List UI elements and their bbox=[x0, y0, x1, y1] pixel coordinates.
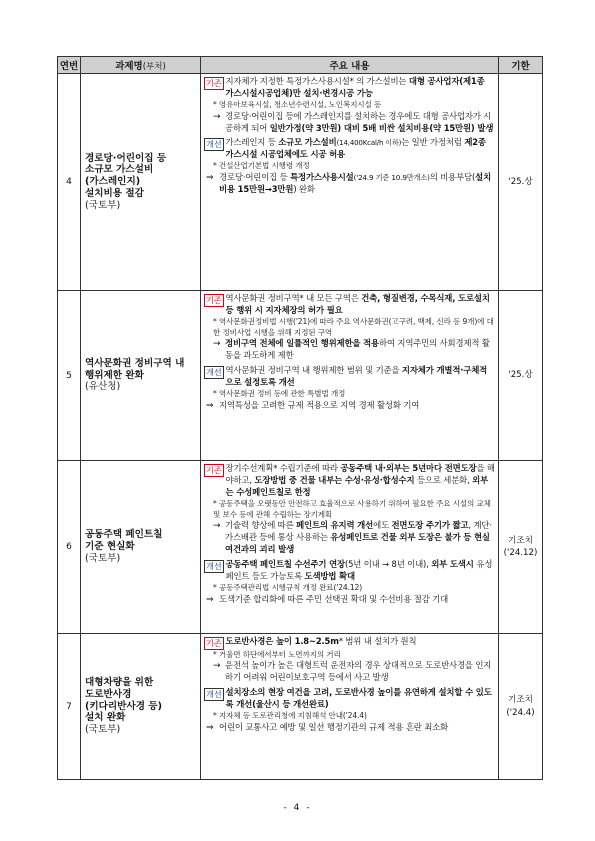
reform-table bbox=[57, 56, 543, 780]
improve-block: 개선 가스레인지 등 소규모 가스설비(14,400Kcal/h 이하)는 일반 가정처럼 제2종 가스시설 시공업체에도 시공 허용 bbox=[206, 137, 486, 160]
task-title-line: 행위제한 완화 bbox=[85, 369, 144, 381]
header-deadline: 기한 bbox=[499, 57, 543, 74]
current-tag: 기존 bbox=[206, 77, 222, 88]
task-cell bbox=[81, 291, 201, 461]
header-task-label: 과제명 bbox=[115, 61, 143, 72]
improve-block: 개선 설치장소의 현장 여건을 고려, 도로반사경 높이를 유연하게 설치할 수 있도록 개선(울산시 등 개선완료) bbox=[206, 687, 492, 710]
right-arrow-icon: → bbox=[213, 661, 221, 672]
consequence: → 경로당·어린이집 등에 가스레인지를 설치하는 경우에도 대형 공사업자가 시공하게 되어 일반가정(약 3만원) 대비 5배 비싼 설치비용(약 15만원) 발생 bbox=[213, 110, 494, 133]
current-block: 기존 지자체가 지정한 특정가스사용시설* 의 가스설비는 대형 공사업자(제1종 가스시설시공업체)만 설치·변경시공 가능 bbox=[206, 76, 485, 98]
table-row bbox=[58, 291, 543, 461]
content-cell bbox=[201, 291, 499, 461]
task-cell bbox=[81, 74, 201, 291]
task-title-line: 경로당·어린이집 등 bbox=[85, 152, 167, 164]
task-title-line: 대형차량을 위한 bbox=[85, 677, 154, 689]
content-cell bbox=[201, 74, 499, 291]
improve-tag: 개선 bbox=[206, 560, 222, 571]
double-arrow-icon: ⇒ bbox=[206, 173, 214, 184]
task-title-line: (가스레인지) bbox=[85, 176, 141, 188]
task-title-line: (키다리반사경 등) bbox=[85, 700, 162, 712]
header-task bbox=[81, 57, 201, 74]
current-tag: 기존 bbox=[206, 637, 222, 648]
improve-block: 개선 공동주택 페인트칠 수선주기 연장(5년 이내 → 8년 이내), 외부 도색시 유성페인트 등도 가능토록 도색방법 확대 bbox=[206, 559, 493, 582]
task-title-line: 소규모 가스설비 bbox=[85, 164, 154, 176]
task-title-line: 역사문화권 정비구역 내 bbox=[85, 357, 185, 369]
consequence: → 기술력 향상에 따른 페인트의 유지력 개선에도 전면도장 주기가 짧고, 계단·가스배관 등에 통상 사용하는 유성페인트로 건물 외부 도장은 불가 등 현실여건과의 괴리 발생 bbox=[213, 520, 492, 555]
task-title-line: 기준 현실화 bbox=[85, 541, 135, 553]
footnote: * 영유아보육시설, 청소년수련시설, 노인복지시설 등 bbox=[213, 99, 382, 109]
footnote: * 역사문화권정비법 시행('21)에 따라 주요 역사문화권(고구려, 백제, 신라 등 9개)에 대한 정비사업 시행을 위해 지정된 구역 bbox=[213, 316, 494, 337]
current-block: 기존 도로반사경은 높이 1.8~2.5m* 범위 내 설치가 원칙 bbox=[206, 636, 417, 648]
content-cell bbox=[201, 634, 499, 780]
consequence: → 운전석 높이가 높은 대형트럭 운전자의 경우 상대적으로 도로반사경을 인지하기 어려워 어린이보호구역 등에서 사고 발생 bbox=[213, 660, 492, 683]
row-number: 6 bbox=[58, 461, 81, 634]
footnote: * 공동주택관리법 시행규칙 개정 완료('24.12) bbox=[213, 582, 363, 592]
expected-result: ⇒ 경로당·어린이집 등 특정가스사용시설('24.9 기준 10.9만개소)의 비용부담(설치비용 15만원→3만원) 완화 bbox=[206, 172, 492, 195]
double-arrow-icon: ⇒ bbox=[206, 594, 214, 605]
current-tag: 기존 bbox=[206, 294, 222, 305]
task-dept: (국토부) bbox=[85, 724, 121, 736]
task-cell bbox=[81, 461, 201, 634]
header-no: 연번 bbox=[58, 57, 81, 74]
task-dept: (국토부) bbox=[85, 552, 121, 564]
footnote: * 역사문화권 정비 등에 관한 특별법 개정 bbox=[213, 389, 346, 399]
improve-block: 개선 역사문화권 정비구역 내 행위제한 범위 및 기준을 지자체가 개별적·구체적으로 설정토록 개선 bbox=[206, 365, 488, 388]
current-tag: 기존 bbox=[206, 464, 222, 475]
expected-result: ⇒ 어린이 교통사고 예방 및 일선 행정기관의 규제 적용 혼란 최소화 bbox=[206, 721, 449, 733]
double-arrow-icon: ⇒ bbox=[206, 722, 214, 733]
current-block: 기존 장기수선계획* 수립기준에 따라 공동주택 내·외부는 5년마다 전면도장을 해야하고, 도장방법 중 건물 내부는 수성·유성·합성수지 등으로 세분화, 외부는 수성페인트칠로 한정 bbox=[206, 463, 495, 497]
right-arrow-icon: → bbox=[213, 521, 221, 532]
task-cell bbox=[81, 634, 201, 780]
improve-tag: 개선 bbox=[206, 688, 222, 699]
header-content: 주요 내용 bbox=[201, 57, 499, 74]
header-task-sub: (부처) bbox=[142, 62, 166, 72]
task-title-line: 공동주택 페인트칠 bbox=[85, 529, 163, 541]
expected-result: ⇒ 지역특성을 고려한 규제 적용으로 지역 경제 활성화 기여 bbox=[206, 399, 420, 411]
deadline-cell: 기조치 ('24.4) bbox=[499, 634, 543, 780]
row-number: 5 bbox=[58, 291, 81, 461]
task-title-line: 설치비용 절감 bbox=[85, 187, 144, 199]
task-title-line: 설치 완화 bbox=[85, 712, 126, 724]
page-number: - 4 - bbox=[283, 803, 312, 813]
improve-tag: 개선 bbox=[206, 366, 222, 377]
footnote: * 건설산업기본법 시행령 개정 bbox=[213, 161, 310, 171]
table-row bbox=[58, 461, 543, 634]
row-number: 4 bbox=[58, 74, 81, 291]
expected-result: ⇒ 도색기준 합리화에 따른 주민 선택권 확대 및 수선비용 절감 기대 bbox=[206, 593, 449, 605]
footnote: * 거울면 하단에서부터 노면까지의 거리 bbox=[213, 649, 341, 659]
content-cell bbox=[201, 461, 499, 634]
right-arrow-icon: → bbox=[213, 339, 221, 350]
task-dept: (국토부) bbox=[85, 199, 121, 211]
table-row bbox=[58, 74, 543, 291]
footnote: * 공동주택을 오랫동안 안전하고 효율적으로 사용하기 위하여 필요한 주요 시설의 교체 및 보수 등에 관해 수립하는 장기계획 bbox=[213, 498, 491, 519]
row-number: 7 bbox=[58, 634, 81, 780]
footnote: * 지자체 등 도로관리청에 지침해석 안내('24.4) bbox=[213, 710, 367, 720]
task-dept: (유산청) bbox=[85, 381, 121, 393]
current-block: 기존 역사문화권 정비구역* 내 모든 구역은 건축, 형질변경, 수목식재, 도로설치 등 행위 시 지자체장의 허가 필요 bbox=[206, 293, 490, 315]
task-title-line: 도로반사경 bbox=[85, 688, 132, 700]
double-arrow-icon: ⇒ bbox=[206, 400, 214, 411]
improve-tag: 개선 bbox=[206, 138, 222, 149]
table-row bbox=[58, 634, 543, 780]
deadline-cell: '25.상 bbox=[499, 291, 543, 461]
deadline-cell: '25.상 bbox=[499, 74, 543, 291]
deadline-cell: 기조치 ('24.12) bbox=[499, 461, 543, 634]
right-arrow-icon: → bbox=[213, 111, 221, 122]
table-header-row bbox=[58, 57, 543, 74]
consequence: → 정비구역 전체에 일률적인 행위제한을 적용하여 지역주민의 사회경제적 활동을 과도하게 제한 bbox=[213, 338, 490, 361]
